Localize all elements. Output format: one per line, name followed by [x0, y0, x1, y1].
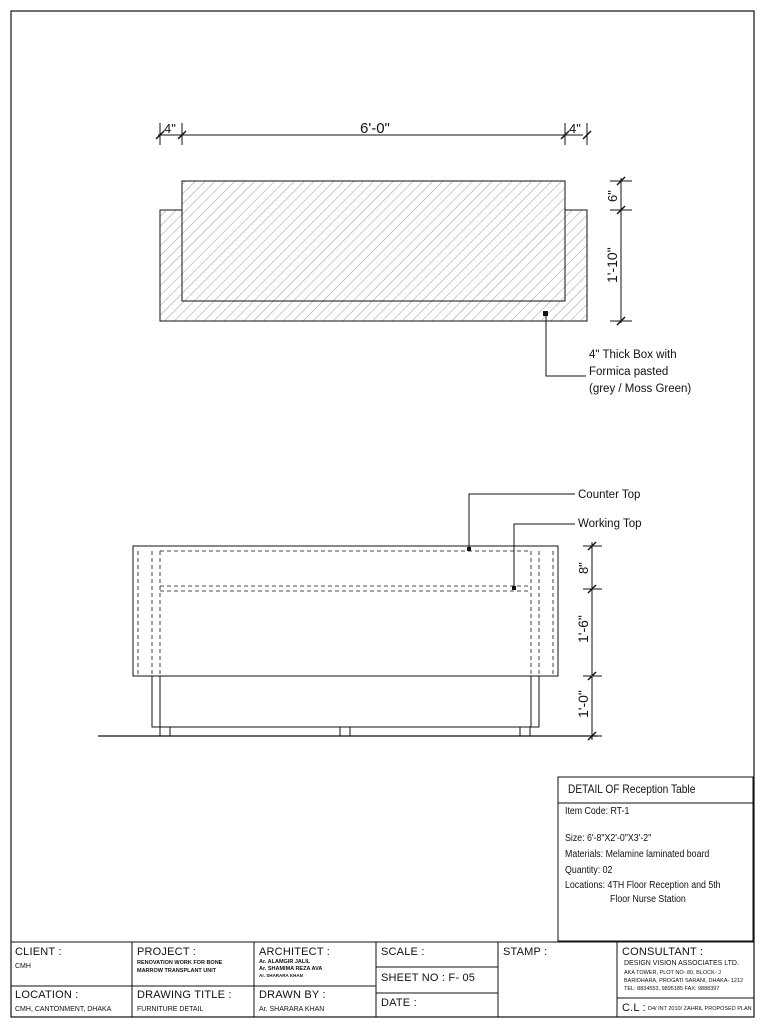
drawn-by-value: Ar. SHARARA KHAN: [259, 1006, 325, 1013]
elev-dim-top-text: 8": [576, 562, 591, 574]
detail-size: Size: 6'-8"X2'-0"X3'-2": [565, 833, 652, 844]
detail-quantity: Quantity: 02: [565, 865, 613, 876]
location-label: LOCATION :: [15, 989, 79, 1001]
detail-item-code: Item Code: RT-1: [565, 806, 630, 817]
client-value: CMH: [15, 963, 31, 970]
project-value-line2: MARROW TRANSPLANT UNIT: [137, 968, 217, 974]
detail-locations-line1: Locations: 4TH Floor Reception and 5th: [565, 880, 721, 891]
elev-dim-bottom-text: 1'-0": [575, 690, 591, 718]
architect-line2: Ar. SHAMIMA REZA AVA: [259, 966, 323, 972]
plan-dim-right-lower-text: 1'-10": [604, 247, 620, 283]
consultant-label: CONSULTANT :: [622, 946, 704, 958]
stamp-label: STAMP :: [503, 946, 548, 958]
project-value-line1: RENOVATION WORK FOR BONE: [137, 960, 223, 966]
plan-note-line3: (grey / Moss Green): [589, 383, 692, 395]
project-label: PROJECT :: [137, 946, 197, 958]
plan-dim-left-text: 4": [164, 121, 176, 136]
detail-panel: [558, 777, 753, 939]
detail-title: DETAIL OF Reception Table: [568, 782, 696, 796]
location-value: CMH, CANTONMENT, DHAKA: [15, 1006, 112, 1013]
sheet-no-label: SHEET NO : F- 05: [381, 972, 476, 984]
plan-note-leader: [546, 314, 586, 376]
date-label: DATE :: [381, 997, 417, 1009]
drawing-title-value: FURNITURE DETAIL: [137, 1006, 204, 1013]
working-top-label: Working Top: [578, 518, 642, 530]
working-top-leader: [514, 524, 575, 588]
plan-note-line1: 4" Thick Box with: [589, 349, 677, 361]
architect-label: ARCHITECT :: [259, 946, 331, 958]
client-label: CLIENT :: [15, 946, 62, 958]
elevation-view: [98, 489, 642, 740]
drawn-by-label: DRAWN BY :: [259, 989, 326, 1001]
architect-line1: Ar. ALAMGIR JALIL: [259, 959, 311, 965]
consultant-line4: TEL: 8834553, 9895185 FAX: 9888397: [624, 986, 720, 992]
architect-line3: Ar. SHARARA KHAN: [259, 973, 303, 978]
plan-note-line2: Formica pasted: [589, 366, 669, 378]
plan-dim-right-upper-text: 6": [605, 190, 620, 202]
plan-dim-right-text: 4": [569, 121, 581, 136]
elevation-body: [133, 546, 558, 676]
detail-materials: Materials: Melamine laminated board: [565, 849, 710, 860]
scale-label: SCALE :: [381, 946, 425, 958]
consultant-line3: BARIDHARA, PROGATI SARANI, DHAKA- 1212: [624, 978, 744, 984]
drawing-title-label: DRAWING TITLE :: [137, 989, 232, 1001]
counter-top-leader: [469, 494, 575, 549]
plan-counter-top: [182, 181, 565, 301]
plan-view: [156, 120, 691, 395]
elevation-lower-cabinet: [152, 676, 539, 727]
plan-dim-middle-text: 6'-0": [360, 120, 390, 137]
elev-dim-middle-text: 1'-6": [575, 615, 591, 643]
counter-top-label: Counter Top: [578, 489, 641, 501]
cl-label: C.L :: [622, 1002, 646, 1014]
consultant-line1: DESIGN VISION ASSOCIATES LTD.: [624, 960, 739, 967]
detail-locations-line2: Floor Nurse Station: [610, 894, 686, 905]
cl-value: D4/ INT 2010/ ZAHRIL PROPOSED PLAN: [648, 1006, 752, 1012]
consultant-line2: AKA TOWER, PLOT NO- 80, BLOCK- J: [624, 970, 721, 976]
